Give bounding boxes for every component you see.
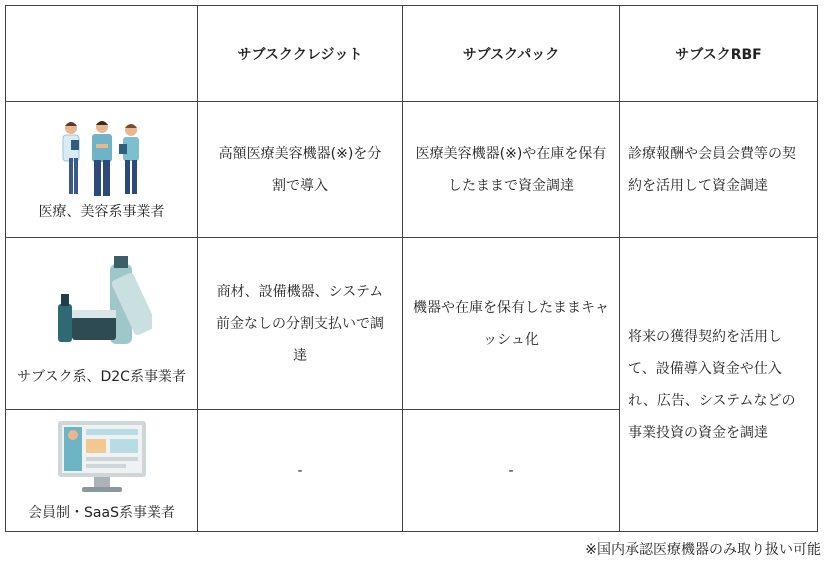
comparison-table bbox=[5, 5, 818, 532]
cell-rbf-merged bbox=[620, 238, 818, 532]
cell-d2c-subspack bbox=[403, 238, 620, 410]
cell-text: 診療報酬や会員会費等の契約を活用して資金調達 bbox=[628, 145, 796, 194]
cell-saas-subscredit: - bbox=[198, 410, 403, 532]
header-subspack: サブスクパック bbox=[403, 6, 620, 102]
cell-medical-subsrbf bbox=[620, 102, 818, 238]
cell-medical-subspack bbox=[403, 102, 620, 238]
category-label-d2c bbox=[17, 360, 187, 394]
cell-saas-subspack: - bbox=[403, 410, 620, 532]
category-cell-saas bbox=[6, 410, 198, 532]
category-cell-d2c bbox=[6, 238, 198, 410]
cell-text: 機器や在庫を保有したままキャッシュ化 bbox=[413, 299, 609, 348]
medical-staff-icon bbox=[57, 118, 147, 202]
category-label-saas: 会員制・SaaS系事業者 bbox=[28, 504, 175, 521]
cell-text: 高額医療美容機器(※)を分割で導入 bbox=[218, 145, 382, 194]
header-row bbox=[6, 6, 818, 102]
header-empty-cell bbox=[6, 6, 198, 102]
category-cell-medical bbox=[6, 102, 198, 238]
header-subscredit: サブスククレジット bbox=[198, 6, 403, 102]
table-row-medical bbox=[6, 102, 818, 238]
header-subsrbf: サブスクRBF bbox=[620, 6, 818, 102]
cosmetic-bottles-icon bbox=[52, 254, 152, 354]
computer-monitor-icon bbox=[54, 419, 150, 495]
cell-medical-subscredit bbox=[198, 102, 403, 238]
cell-d2c-subscredit bbox=[198, 238, 403, 410]
table-row-d2c bbox=[6, 238, 818, 410]
cell-text: 商材、設備機器、システム前金なしの分割支払いで調達 bbox=[216, 283, 384, 364]
category-text: サブスク系、D2C系事業者 bbox=[17, 368, 186, 385]
cell-text: 将来の獲得契約を活用して、設備導入資金や仕入れ、広告、システムなどの事業投資の資金を調達 bbox=[628, 328, 796, 441]
cell-text: 医療美容機器(※)や在庫を保有したままで資金調達 bbox=[415, 145, 607, 194]
category-label-medical: 医療、美容系事業者 bbox=[38, 203, 165, 220]
footnote: ※国内承認医療機器のみ取り扱い可能 bbox=[585, 542, 821, 558]
